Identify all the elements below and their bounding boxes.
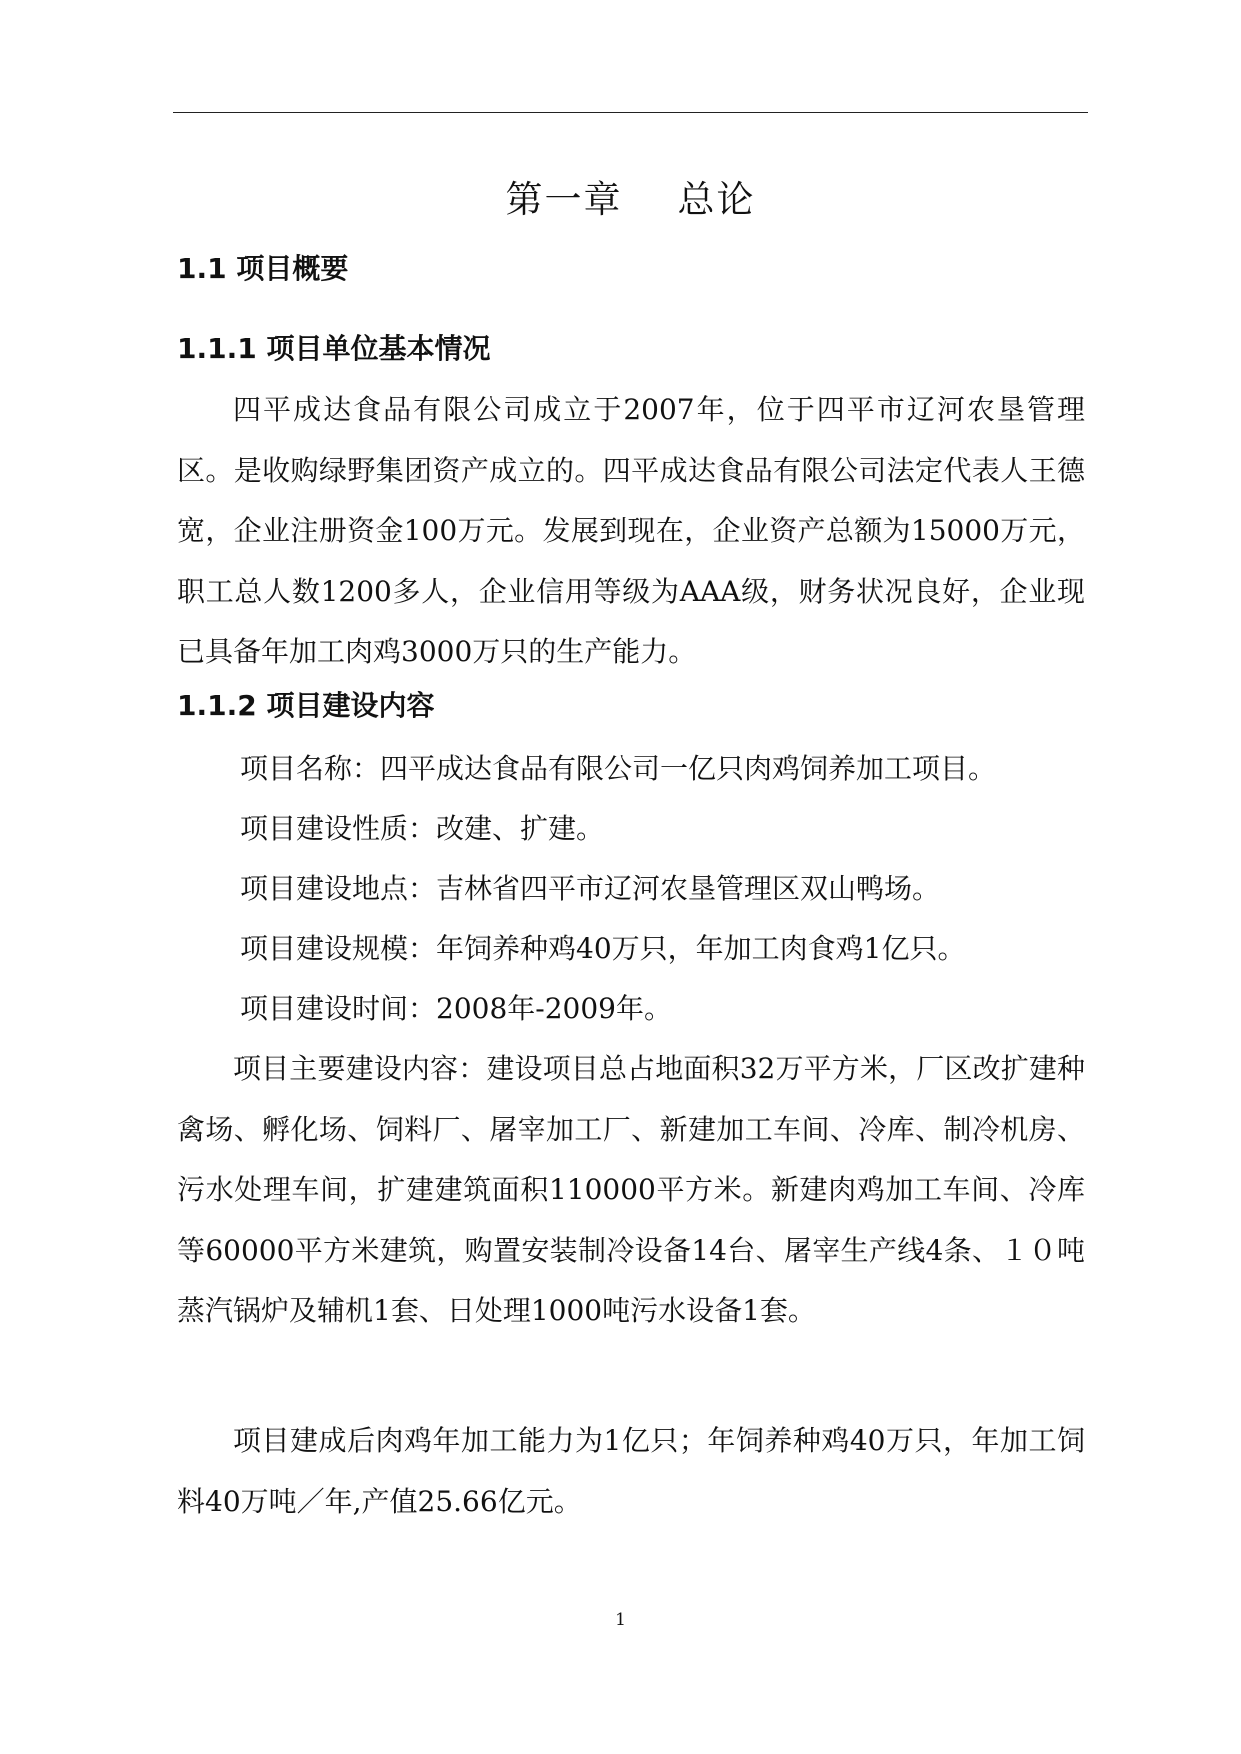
project-capacity-paragraph: 项目建成后肉鸡年加工能力为1亿只；年饲养种鸡40万只，年加工饲料40万吨／年,产值25.66亿元。 <box>177 1424 1085 1518</box>
page-number: 1 <box>615 1610 626 1630</box>
project-nature-line: 项目建设性质：改建、扩建。 <box>240 812 605 845</box>
chapter-title: 第一章 总论 <box>505 178 756 221</box>
section-heading-1-1: 1.1 项目概要 <box>177 252 349 285</box>
project-scale-line: 项目建设规模：年饲养种鸡40万只，年加工肉食鸡1亿只。 <box>240 932 966 965</box>
section-heading-1-1-1: 1.1.1 项目单位基本情况 <box>177 332 491 365</box>
project-time-line: 项目建设时间：2008年-2009年。 <box>240 992 672 1025</box>
project-location-line: 项目建设地点：吉林省四平市辽河农垦管理区双山鸭场。 <box>240 872 941 905</box>
project-content-paragraph: 项目主要建设内容：建设项目总占地面积32万平方米，厂区改扩建种禽场、孵化场、饲料厂、屠宰加工厂、新建加工车间、冷库、制冷机房、污水处理车间，扩建建筑面积110000平方米。新建肉鸡加工车间、冷库等60000平方米建筑，购置安装制冷设备14台、屠宰生产线4条、１０吨蒸汽锅炉及辅机1套、日处理1000吨污水设备1套。 <box>177 1052 1085 1327</box>
section-heading-1-1-2: 1.1.2 项目建设内容 <box>177 689 435 722</box>
project-name-line: 项目名称：四平成达食品有限公司一亿只肉鸡饲养加工项目。 <box>240 752 997 785</box>
company-intro-paragraph: 四平成达食品有限公司成立于2007年，位于四平市辽河农垦管理区。是收购绿野集团资产成立的。四平成达食品有限公司法定代表人王德宽，企业注册资金100万元。发展到现在，企业资产总额为15000万元，职工总人数1200多人，企业信用等级为AAA级，财务状况良好，企业现已具备年加工肉鸡3000万只的生产能力。 <box>177 393 1085 668</box>
header-rule <box>173 112 1088 113</box>
